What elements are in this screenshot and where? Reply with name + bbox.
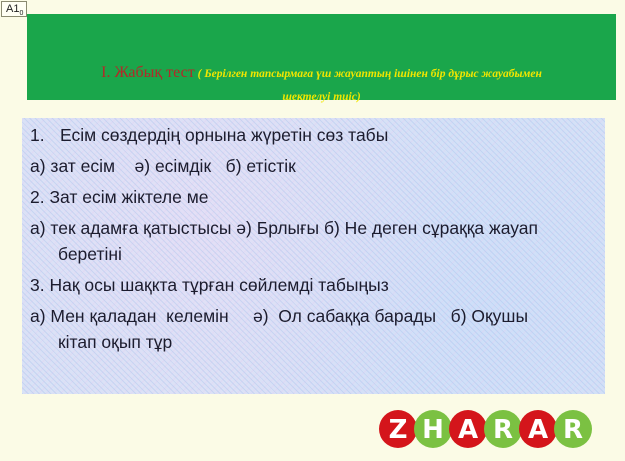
question-1-number: 1. (30, 125, 45, 145)
instruction-subtitle-cont: шектелуі тиіс) (282, 91, 361, 103)
svg-text:R: R (562, 415, 584, 445)
slide-tag-sub: 0 (19, 10, 24, 18)
title-banner (27, 14, 616, 103)
svg-text:A: A (527, 415, 549, 445)
title-block (27, 62, 616, 108)
question-3-options: а) Мен қаладан келемін ә) Ол сабаққа барады б) Оқушы (30, 306, 529, 326)
svg-text:H: H (422, 415, 444, 445)
question-3: 3. Нақ осы шақкта тұрған сөйлемді табыңыз (30, 275, 389, 295)
slide-number-tag (1, 1, 27, 17)
question-2-options-cont: беретіні (58, 244, 122, 264)
questions-panel (22, 118, 605, 394)
question-3-options-cont: кітап оқып тұр (58, 332, 173, 352)
svg-text:R: R (492, 415, 514, 445)
questions-text (30, 122, 599, 355)
question-2-options: а) тек адамға қатыстысы ә) Брлығы б) Не деген сұраққа жауап (30, 218, 538, 238)
question-1 (30, 122, 599, 148)
question-1-options: а) зат есім ә) есімдік б) етістік (30, 156, 296, 176)
instruction-subtitle: ( Берілген тапсырмаға үш жауаптың ішінен бір дұрыс жауабымен (194, 68, 542, 80)
svg-text:Z: Z (388, 415, 408, 445)
question-1-text: Есім сөздердің орнына жүретін сөз табы (60, 125, 389, 145)
question-2: 2. Зат есім жіктеле ме (30, 187, 209, 207)
slide-tag-label: A1 (6, 3, 20, 15)
test-title: I. Жабық тест (101, 64, 195, 81)
zharar-logo (378, 408, 618, 450)
logo-letters (379, 410, 592, 448)
svg-text:A: A (457, 415, 479, 445)
